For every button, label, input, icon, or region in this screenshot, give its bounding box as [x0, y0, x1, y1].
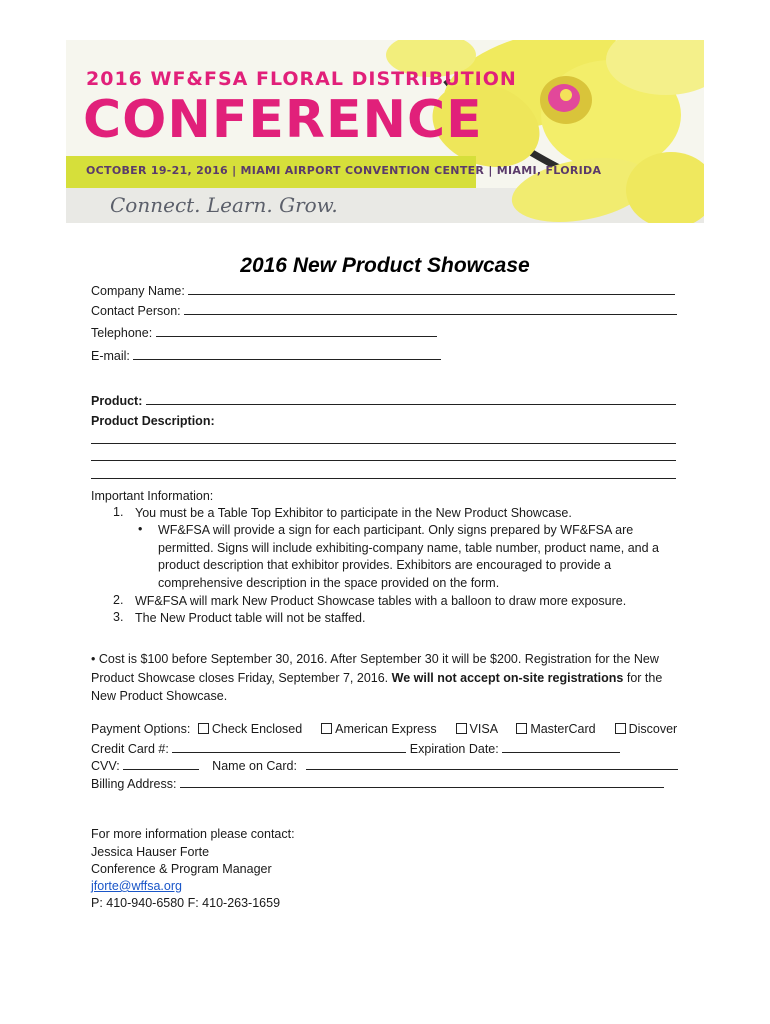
conference-banner [66, 40, 704, 223]
credit-card-row [91, 740, 620, 756]
discover-label: Discover [628, 722, 678, 736]
contact-email-link[interactable]: jforte@wffsa.org [91, 879, 182, 893]
contact-role: Conference & Program Manager [91, 862, 272, 876]
check-enclosed-checkbox[interactable] [198, 723, 209, 734]
discover-checkbox[interactable] [615, 723, 626, 734]
payment-options-row [91, 722, 677, 736]
american-express-checkbox[interactable] [321, 723, 332, 734]
billing-address-row [91, 775, 664, 791]
contact-person-field[interactable] [184, 302, 677, 315]
cost-text-a: • Cost is $100 before September 30, 2016. After September 30 it will be $200. Registration for the New Product Showcase closes Friday, September 7, 2016. [91, 652, 659, 685]
description-line-2[interactable] [91, 460, 676, 461]
product-row [91, 392, 676, 408]
banner-tagline: Connect. Learn. Grow. [110, 193, 338, 217]
page-title: 2016 New Product Showcase [240, 254, 530, 277]
telephone-row [91, 324, 437, 340]
contact-name: Jessica Hauser Forte [91, 845, 210, 859]
cost-paragraph [91, 650, 681, 706]
expiration-field[interactable] [502, 740, 620, 753]
billing-address-label: Billing Address: [91, 777, 177, 791]
payment-options-label: Payment Options: [91, 722, 191, 736]
email-field[interactable] [133, 347, 441, 360]
contact-person-label: Contact Person: [91, 304, 181, 318]
billing-address-field[interactable] [180, 775, 664, 788]
name-on-card-label: Name on Card: [212, 759, 297, 773]
company-name-field[interactable] [188, 282, 675, 295]
mastercard-label: MasterCard [530, 722, 596, 736]
visa-label: VISA [469, 722, 498, 736]
telephone-field[interactable] [156, 324, 437, 337]
banner-title-line1: 2016 WF&FSA FLORAL DISTRIBUTION [86, 68, 517, 90]
email-label: E-mail: [91, 349, 130, 363]
mastercard-checkbox[interactable] [516, 723, 527, 734]
company-name-label: Company Name: [91, 284, 185, 298]
contact-intro: For more information please contact: [91, 827, 295, 841]
cost-text-bold: We will not accept on-site registrations [391, 670, 624, 685]
list-item-1: You must be a Table Top Exhibitor to participate in the New Product Showcase. [135, 506, 572, 520]
contact-person-row [91, 302, 677, 318]
description-line-3[interactable] [91, 478, 676, 479]
banner-dates: OCTOBER 19-21, 2016 | MIAMI AIRPORT CONVENTION CENTER | MIAMI, FLORIDA [86, 164, 602, 177]
cvv-label: CVV: [91, 759, 120, 773]
name-on-card-field[interactable] [306, 757, 678, 770]
list-number-1: 1. [113, 505, 124, 519]
list-item-2: WF&FSA will mark New Product Showcase tables with a balloon to draw more exposure. [135, 594, 627, 608]
list-number-3: 3. [113, 610, 124, 624]
bullet-icon: • [138, 522, 143, 536]
contact-phones: P: 410-940-6580 F: 410-263-1659 [91, 896, 281, 910]
banner-title-line2: CONFERENCE [83, 90, 483, 150]
cvv-row [91, 757, 678, 773]
visa-checkbox[interactable] [456, 723, 467, 734]
telephone-label: Telephone: [91, 326, 153, 340]
check-enclosed-label: Check Enclosed [211, 722, 303, 736]
company-name-row [91, 282, 675, 298]
credit-card-field[interactable] [172, 740, 406, 753]
american-express-label: American Express [335, 722, 437, 736]
important-heading: Important Information: [91, 489, 214, 503]
product-field[interactable] [146, 392, 676, 405]
credit-card-label: Credit Card #: [91, 742, 169, 756]
sign-info-text: WF&FSA will provide a sign for each participant. Only signs prepared by WF&FSA are permitted. Signs will include exhibiting-company name, table number, product name, and a product description that exhibitor provides. Exhibitors are encouraged to provide a comprehensive description in the space provided on the form. [158, 523, 659, 590]
cost-text-b: for the New Product Showcase. [91, 670, 663, 703]
list-item-3: The New Product table will not be staffed. [135, 611, 366, 625]
product-label: Product: [91, 394, 143, 408]
product-description-label: Product Description: [91, 414, 215, 428]
list-number-2: 2. [113, 593, 124, 607]
email-row [91, 347, 441, 363]
description-line-1[interactable] [91, 443, 676, 444]
cvv-field[interactable] [123, 757, 199, 770]
expiration-label: Expiration Date: [409, 742, 499, 756]
